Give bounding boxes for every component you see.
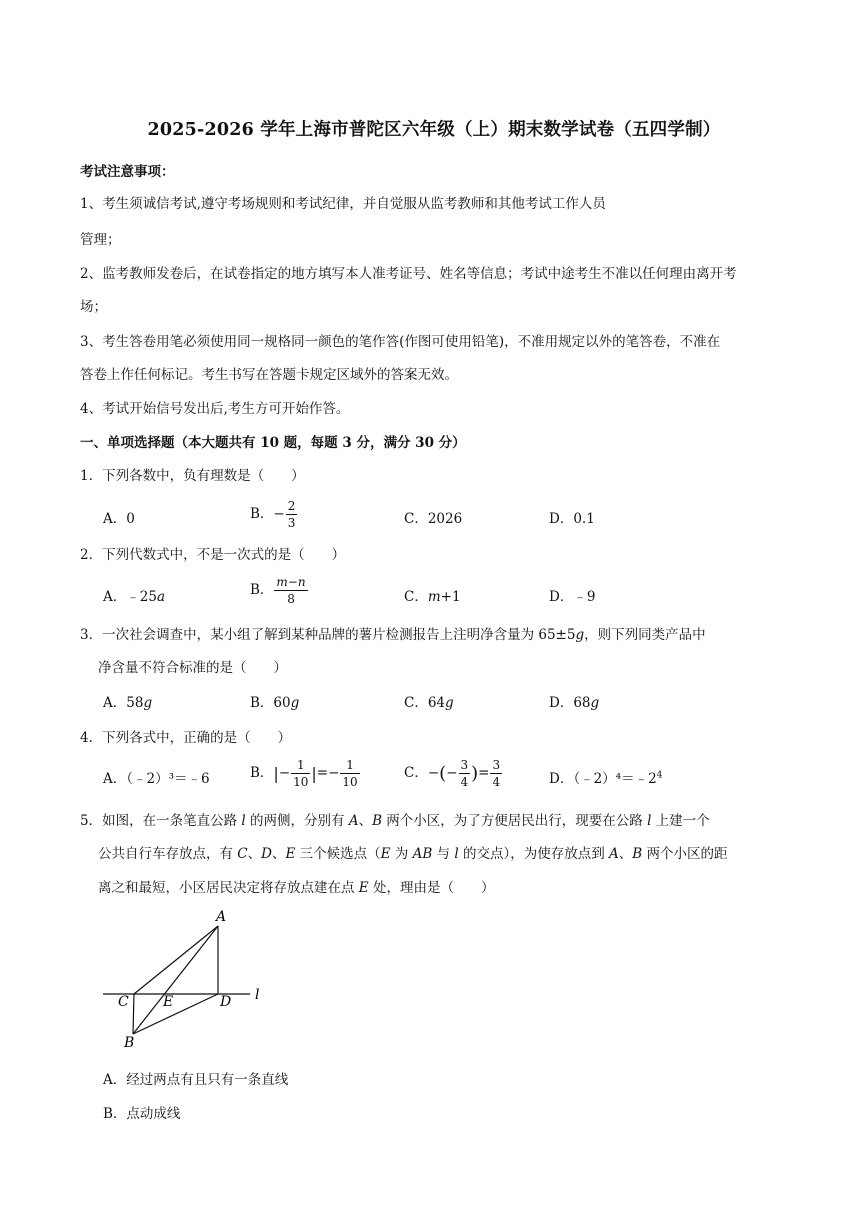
fraction: $\frac{1}{10}$: [342, 758, 358, 789]
notice-line-4: 场；: [80, 299, 107, 315]
page-title: 2025-2026 学年上海市普陀区六年级（上）期末数学试卷（五四学制）: [147, 120, 721, 140]
q1-option-c: C．2026: [404, 511, 463, 527]
notice-heading: 考试注意事项：: [80, 164, 175, 180]
notice-line-6: 答卷上作任何标记。考生书写在答题卡规定区域外的答案无效。: [80, 367, 458, 383]
notice-line-2: 管理；: [80, 232, 121, 248]
q4-option-a: A．（﹣2）³＝﹣6: [103, 771, 210, 787]
label-c: C: [118, 994, 129, 1010]
q2-option-a: A．﹣25a: [103, 589, 165, 605]
fraction: $\frac{1}{10}$: [293, 758, 309, 789]
segment-cb: [133, 994, 134, 1034]
section-heading: 一、单项选择题（本大题共有 10 题，每题 3 分，满分 30 分）: [80, 435, 466, 451]
label-l: l: [255, 987, 260, 1003]
question-5-stem-line-3: 离之和最短，小区居民决定将存放点建在点 E 处，理由是（ ）: [98, 880, 495, 896]
fraction: $\frac{3}{4}$: [492, 758, 501, 789]
notice-line-5: 3、考生答卷用笔必须使用同一规格同一颜色的笔作答(作图可使用铅笔)，不准用规定以外的笔答卷，不准在: [80, 334, 721, 350]
segment-bd: [133, 994, 218, 1034]
question-2-stem: 2．下列代数式中，不是一次式的是（ ）: [80, 547, 346, 563]
segment-ab: [133, 926, 218, 1034]
q3-option-a: A．58g: [103, 695, 153, 711]
notice-line-7: 4、考试开始信号发出后,考生方可开始作答。: [80, 401, 350, 417]
q2-option-d: D．﹣9: [549, 589, 596, 605]
question-3-stem-line-2: 净含量不符合标准的是（ ）: [98, 660, 287, 676]
q5-option-b: B．点动成线: [103, 1106, 181, 1122]
question-1-stem: 1．下列各数中，负有理数是（ ）: [80, 468, 305, 484]
q1-option-b: B．− $\frac{2}{3}$: [250, 499, 296, 530]
segment-ca: [134, 926, 218, 994]
q1-option-d: D．0.1: [549, 511, 595, 527]
fraction: $\frac{3}{4}$: [460, 758, 469, 789]
geometry-figure: [100, 905, 270, 1055]
question-4-stem: 4．下列各式中，正确的是（ ）: [80, 730, 292, 746]
q2-option-b: B． $\frac{m-n}{8}$: [250, 575, 306, 606]
label-e: E: [163, 994, 174, 1010]
q4-option-c: C．−(− $\frac{3}{4}$ )= $\frac{3}{4}$: [404, 758, 501, 789]
q2-option-c: C．m+1: [404, 589, 461, 605]
question-5-stem-line-1: 5．如图，在一条笔直公路 l 的两侧，分别有 A、B 两个小区，为了方便居民出行，现要在公路 l 上建一个: [80, 813, 710, 829]
q3-option-d: D．68g: [549, 695, 600, 711]
notice-line-1: 1、考生须诚信考试,遵守考场规则和考试纪律，并自觉服从监考教师和其他考试工作人员: [80, 196, 606, 212]
question-3-stem-line-1: 3．一次社会调查中，某小组了解到某种品牌的薯片检测报告上注明净含量为 65±5g，则下列同类产品中: [80, 627, 706, 643]
fraction: $\frac{2}{3}$: [287, 499, 296, 530]
notice-line-3: 2、监考教师发卷后，在试卷指定的地方填写本人准考证号、姓名等信息；考试中途考生不准以任何理由离开考: [80, 266, 737, 282]
q3-option-b: B．60g: [250, 695, 300, 711]
label-d: D: [220, 994, 232, 1010]
question-5-stem-line-2: 公共自行车存放点，有 C、D、E 三个候选点（E 为 AB 与 l 的交点），为使存放点到 A、B 两个小区的距: [98, 846, 728, 862]
fraction: $\frac{m-n}{8}$: [276, 575, 306, 606]
label-a: A: [216, 909, 227, 925]
q5-option-a: A．经过两点有且只有一条直线: [103, 1072, 289, 1088]
q4-option-d: D．$(﹣2)^4=﹣2^4$: [549, 770, 663, 787]
label-b: B: [124, 1035, 135, 1051]
q4-option-b: B．|− $\frac{1}{10}$ |=− $\frac{1}{10}$: [250, 758, 358, 789]
q1-option-a: A．0: [103, 511, 135, 527]
q3-option-c: C．64g: [404, 695, 454, 711]
